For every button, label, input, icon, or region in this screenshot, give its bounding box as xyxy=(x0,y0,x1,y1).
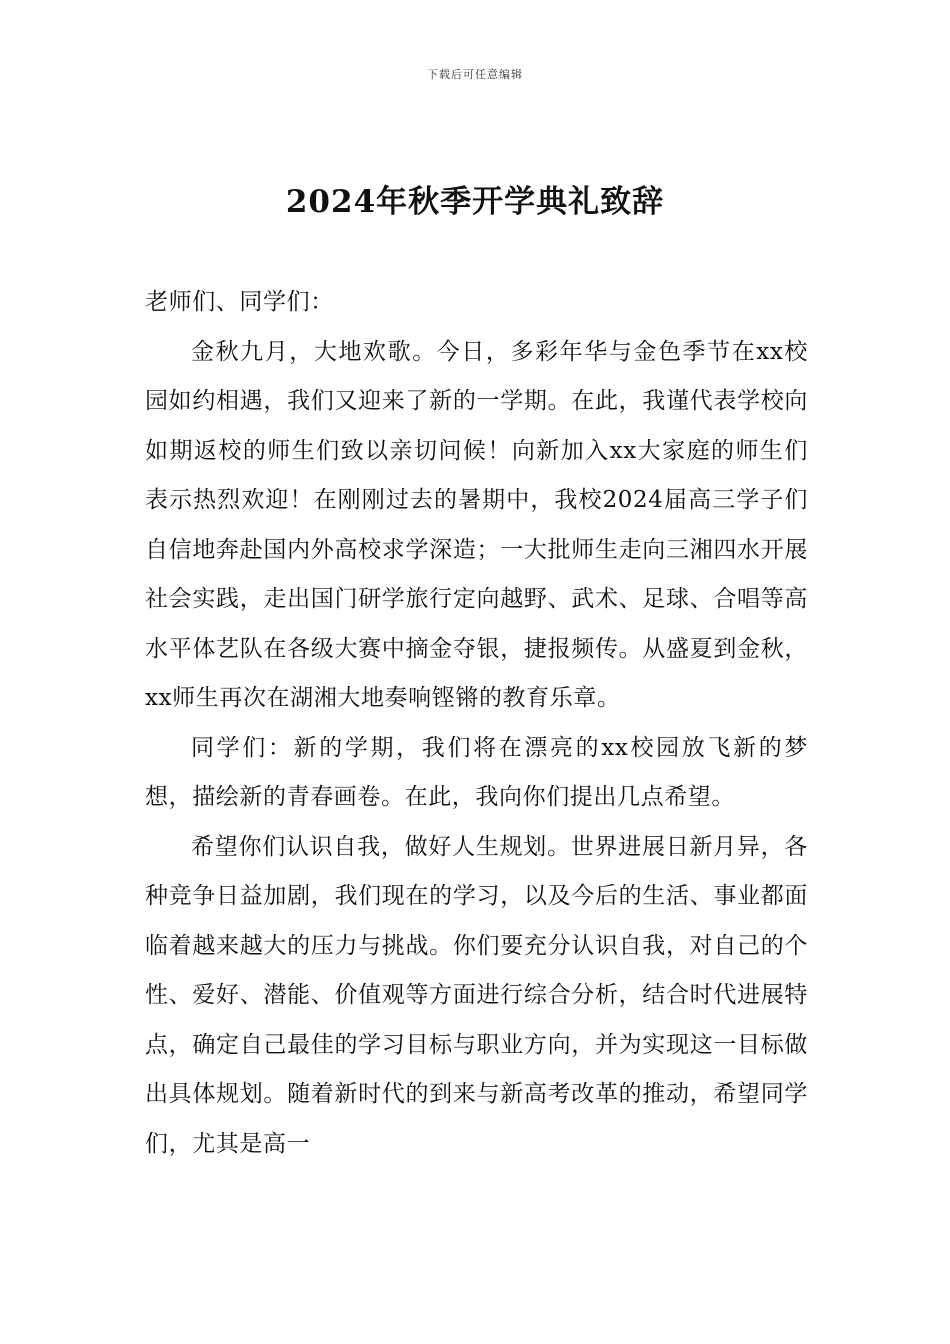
salutation: 老师们、同学们： xyxy=(145,289,334,315)
paragraph-2: 同学们：新的学期，我们将在漂亮的xx校园放飞新的梦想，描绘新的青春画卷。在此，我向你们提出几点希望。 xyxy=(145,734,808,810)
paragraph-3: 希望你们认识自我，做好人生规划。世界进展日新月异，各种竞争日益加剧，我们现在的学习，以及今后的生活、事业都面临着越来越大的压力与挑战。你们要充分认识自我，对自己的个性、爱好、潜能、价值观等方面进行综合分析，结合时代进展特点，确定自己最佳的学习目标与职业方向，并为实现这一目标做出具体规划。随着新时代的到来与新高考改革的推动，希望同学们，尤其是高一 xyxy=(145,833,808,1157)
document-body xyxy=(145,278,808,1169)
header-note: 下载后可任意编辑 xyxy=(427,68,523,81)
paragraph-1: 金秋九月，大地欢歌。今日，多彩年华与金色季节在xx校园如约相遇，我们又迎来了新的一学期。在此，我谨代表学校向如期返校的师生们致以亲切问候！向新加入xx大家庭的师生们表示热烈欢迎！在刚刚过去的暑期中，我校2024届高三学子们自信地奔赴国内外高校求学深造；一大批师生走向三湘四水开展社会实践，走出国门研学旅行定向越野、武术、足球、合唱等高水平体艺队在各级大赛中摘金夺银，捷报频传。从盛夏到金秋，xx师生再次在湖湘大地奏响铿锵的教育乐章。 xyxy=(145,338,808,711)
document-title: 2024年秋季开学典礼致辞 xyxy=(285,184,665,220)
